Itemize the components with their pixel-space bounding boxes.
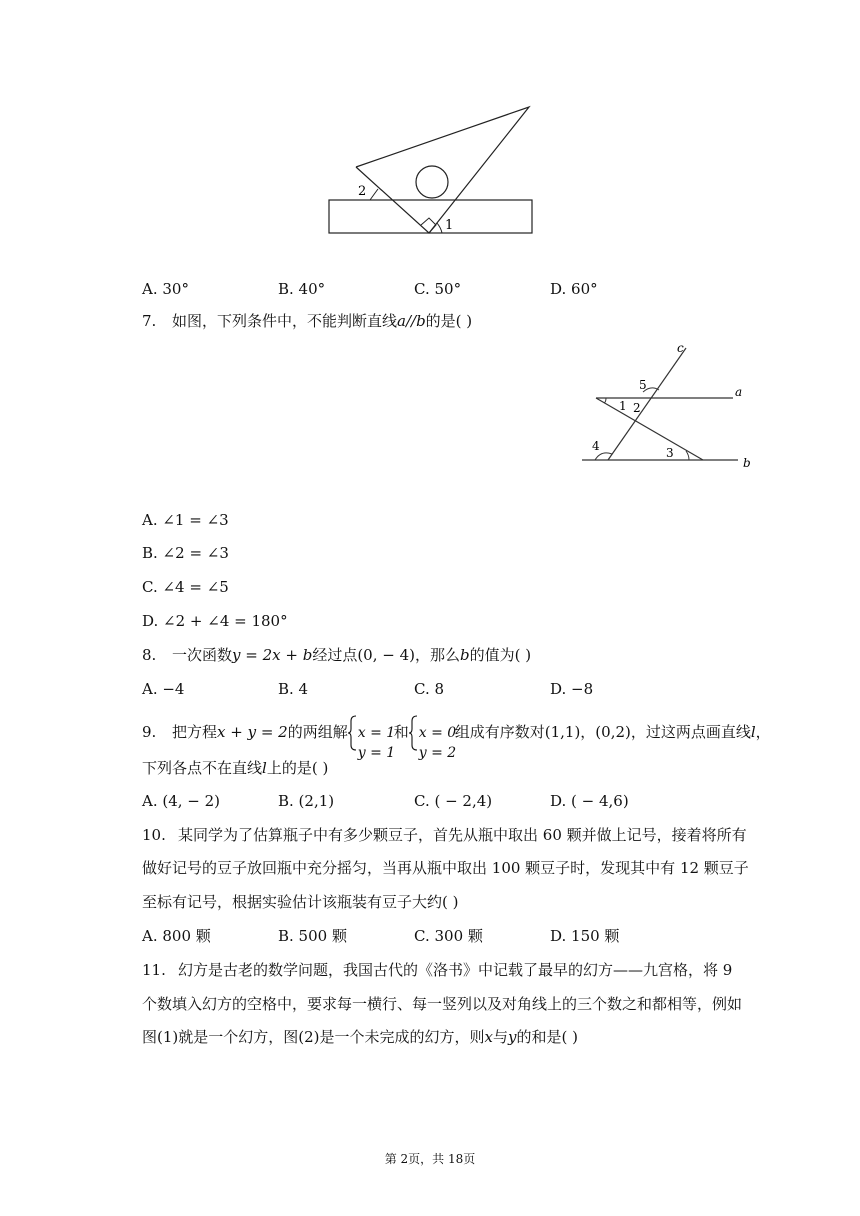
q8-text-d: 的值为( ) [469, 646, 532, 664]
system-2-row-2: y = 2 [418, 745, 457, 761]
q7-math: a//b [397, 312, 426, 330]
angle1-arc [437, 223, 442, 233]
label-b: b [743, 456, 751, 470]
q9-text-a: 把方程 [172, 723, 218, 741]
question-number: 8. [142, 646, 157, 664]
q7-option-a[interactable]: A. ∠1 = ∠3 [142, 511, 229, 529]
q10-line-2: 做好记号的豆子放回瓶中充分摇匀，当再从瓶中取出 100 颗豆子时，发现其中有 12 颗豆子 [142, 859, 749, 877]
angle2-arc [370, 189, 378, 200]
q9-text-b: 的两组解 [287, 723, 348, 741]
transversal [596, 398, 703, 460]
q11-math-x: x [484, 1028, 493, 1046]
question-number: 7. [142, 312, 157, 330]
q8-option-d[interactable]: D. −8 [550, 680, 594, 698]
q9-line2-a: 下列各点不在直线 [142, 759, 263, 777]
q9-text-c: 组成有序数对(1,1)，(0,2)，过这两点画直线 [454, 723, 751, 741]
q8-math-1: y = 2x + b [232, 646, 313, 664]
q10-line-3: 至标有记号，根据实验估计该瓶装有豆子大约( ) [142, 893, 459, 911]
label-1: 1 [619, 399, 627, 413]
q10-line-1: 某同学为了估算瓶子中有多少颗豆子，首先从瓶中取出 60 颗并做上记号，接着将所有 [178, 826, 747, 844]
q7-text-b: 的是( ) [425, 312, 473, 330]
q11-line3-c: 的和是( ) [516, 1028, 578, 1046]
label-2: 2 [633, 401, 641, 415]
q8-option-b[interactable]: B. 4 [278, 680, 309, 698]
q11-line3-a: 图(1)就是一个幻方，图(2)是一个未完成的幻方，则 [142, 1028, 485, 1046]
equation-system-1 [348, 713, 396, 761]
label-c: c [677, 341, 684, 355]
q9-option-a[interactable]: A. (4, − 2) [142, 792, 221, 810]
q10-option-c[interactable]: C. 300 颗 [414, 927, 483, 945]
q8-text-a: 一次函数 [172, 646, 233, 664]
q7-option-b[interactable]: B. ∠2 = ∠3 [142, 544, 229, 562]
q9-text-comma: ， [755, 723, 771, 741]
q9-line2-math: l [262, 759, 267, 777]
q10-option-a[interactable]: A. 800 颗 [142, 927, 211, 945]
q10-option-b[interactable]: B. 500 颗 [278, 927, 347, 945]
q8-math-2: (0, − 4) [357, 646, 415, 664]
q9-option-b[interactable]: B. (2,1) [278, 792, 335, 810]
q11-math-y: y [507, 1028, 517, 1046]
question-11 [142, 960, 732, 980]
label-5: 5 [639, 378, 647, 392]
q11-line3-b: 与 [492, 1028, 508, 1046]
right-angle-mark [421, 218, 436, 233]
q9-line2-b: 上的是( ) [266, 759, 329, 777]
q6-option-b[interactable]: B. 40° [278, 280, 326, 298]
question-9 [142, 712, 771, 761]
question-7 [142, 311, 472, 331]
question-9-line-2 [142, 758, 328, 778]
question-10 [142, 825, 747, 845]
question-8 [142, 645, 531, 665]
angle2-label: 2 [358, 184, 367, 199]
label-a: a [735, 385, 743, 399]
q7-text-a: 如图，下列条件中，不能判断直线 [172, 312, 398, 330]
label-3: 3 [666, 446, 674, 460]
q7-option-d[interactable]: D. ∠2 + ∠4 = 180° [142, 612, 288, 630]
question-number: 9. [142, 723, 157, 741]
q11-line-2: 个数填入幻方的空格中，要求每一横行、每一竖列以及对角线上的三个数之和都相等，例如 [142, 995, 743, 1013]
figure-q7-parallel-lines [575, 338, 755, 473]
q8-option-a[interactable]: A. −4 [142, 680, 185, 698]
q11-line-3 [142, 1027, 578, 1047]
q8-text-b: 经过点 [312, 646, 358, 664]
q9-math-l: l [750, 723, 756, 741]
q11-line-1: 幻方是古老的数学问题，我国古代的《洛书》中记载了最早的幻方——九宫格，将 9 [178, 961, 733, 979]
equation-system-2 [409, 713, 457, 761]
q9-option-c[interactable]: C. ( − 2,4) [414, 792, 493, 810]
system-1-row-1: x = 1 [357, 725, 396, 741]
question-number: 11. [142, 961, 166, 979]
question-number: 10. [142, 826, 166, 844]
angle3-arc [686, 451, 689, 460]
angle1-arc [604, 398, 606, 403]
page-footer: 第 2页，共 18页 [384, 1152, 476, 1166]
q10-option-d[interactable]: D. 150 颗 [550, 927, 620, 945]
q9-text-and: 和 [393, 723, 409, 741]
figure-q6-triangle-ruler [320, 95, 540, 240]
circle [416, 166, 448, 198]
q6-option-a[interactable]: A. 30° [142, 280, 189, 298]
q7-option-c[interactable]: C. ∠4 = ∠5 [142, 578, 229, 596]
q8-math-3: b [460, 646, 470, 664]
q8-text-c: ，那么 [415, 646, 461, 664]
system-1-row-2: y = 1 [357, 745, 396, 761]
system-2-row-1: x = 0 [418, 725, 457, 741]
q9-option-d[interactable]: D. ( − 4,6) [550, 792, 629, 810]
angle1-label: 1 [445, 218, 454, 233]
ruler-rect [329, 200, 532, 233]
q9-math-1: x + y = 2 [217, 723, 288, 741]
label-4: 4 [592, 439, 600, 453]
q6-option-d[interactable]: D. 60° [550, 280, 598, 298]
q6-option-c[interactable]: C. 50° [414, 280, 462, 298]
q8-option-c[interactable]: C. 8 [414, 680, 445, 698]
